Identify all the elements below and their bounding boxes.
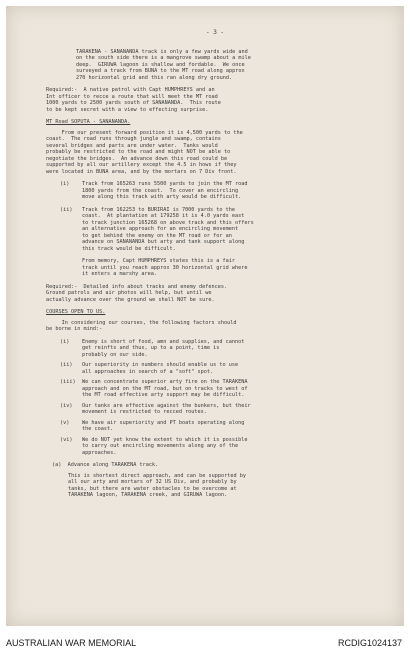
paragraph-tarakena [76, 49, 384, 82]
text-line: to be kept secret with a view to effecting surprise. [46, 106, 209, 113]
text-line: movement is restricted to recced routes. [82, 409, 207, 415]
list-item [60, 420, 384, 433]
list-item [60, 339, 384, 359]
item-number: (vi) [60, 436, 73, 443]
text-line: were located in BUNA area, and by the mortars on 7 Div front. [46, 168, 237, 175]
paragraph-memory [82, 258, 384, 278]
text-line: to track junction 165268 on above track and this offers [82, 219, 254, 226]
text-line: coast. The road runs through jungle and swamp, contains [46, 136, 221, 142]
item-number: (iv) [60, 402, 73, 409]
text-line: several bridges and parts are under water. Tanks would [46, 142, 218, 149]
text-line: supported by all our artillery except the 4.5 in hows if they [46, 162, 237, 168]
text-line: Required:- A native patrol with Capt HUMPHREYS and an [46, 87, 215, 93]
text-line: Our tanks are effective against the bunkers, but their [82, 402, 251, 409]
text-line: Ground patrols and air photos will help, but until we [46, 290, 212, 296]
item-number: (ii) [60, 362, 73, 368]
text-line: the MT road effective arty support may be difficult. [82, 392, 245, 398]
text-line: on the south side there is a mangrove swamp about a mile [76, 55, 251, 61]
text-line: this track would be difficult. [82, 245, 176, 252]
text-line: all approaches in search of a "soft" spot. [82, 368, 214, 375]
text-line: We can concentrate superior arty fire on the TARAKENA [82, 379, 248, 385]
text-line: From our present forward position it is 4,500 yards to the [46, 129, 243, 136]
text-line: tanks, but there are water obstacles to be overcome at [68, 485, 237, 492]
text-line: to get behind the enemy on the MT road or for an [82, 232, 232, 239]
text-line: the coast. [82, 426, 114, 432]
text-line: negotiate the bridges. An advance down this road could be [46, 155, 228, 162]
required-paragraph-2 [46, 284, 384, 304]
text-line: coast. At plantation at 179258 it is 4.0 yards east [82, 213, 245, 219]
text-line: 1800 yards from the coast. To cover an encircling [82, 187, 239, 194]
text-line: 1000 yards to 2500 yards south of SANANANDA. This route [46, 100, 221, 106]
text-line: an alternative approach for an encircling movement [82, 226, 239, 232]
text-line: From memory, Capt HUMPHREYS states this is a fair [82, 258, 236, 264]
text-line: Track from 162253 to BURIRAI is 7000 yards to the [82, 206, 236, 213]
item-number: (i) [60, 338, 70, 345]
list-item [60, 437, 384, 457]
section-heading-courses: COURSES OPEN TO US. [46, 309, 106, 315]
required-paragraph-1 [46, 87, 384, 113]
item-number: (ii) [60, 206, 73, 213]
list-item [60, 403, 384, 416]
archive-footer [0, 632, 410, 654]
document-page [6, 6, 404, 626]
text-line: Int officer to recce a route that will meet the MT road [46, 93, 218, 100]
text-line: surveyed a track from BUNA to the MT road along approx [76, 68, 245, 74]
text-line: be borne in mind:- [46, 326, 103, 332]
text-line: approaches. [82, 449, 117, 456]
text-line: This is shortest direct approach, and can be supported by [68, 472, 247, 479]
text-line: get reinfts and thus, up to a point, time is [82, 345, 220, 351]
text-line: We have air superiority and PT boats operating along [82, 419, 245, 426]
text-line: move along this track with arty would be difficult. [82, 194, 242, 200]
text-line: 270 horizontal grid and this ran along dry ground. [76, 74, 233, 81]
text-line: Enemy is short of food, amn and supplies, and cannot [82, 338, 245, 345]
section-heading-mt-road: MT Road SOPUTA - SANANANDA. [46, 119, 131, 125]
text-line: Our superiority in numbers should enable us to use [82, 362, 239, 368]
text-line: all our arty and mortars of 32 US Div, and probably by [68, 479, 237, 485]
item-number: (iii) [60, 379, 76, 385]
item-number: (v) [60, 419, 70, 426]
paragraph-advance [68, 473, 384, 499]
text-line: deep. GIRUWA lagoon is shallow and fordable. We once [76, 61, 245, 68]
text-line: probably on our side. [82, 351, 148, 358]
text-line: We do NOT yet know the extent to which it is possible [82, 436, 248, 443]
text-line: actually advance over the ground we shall NOT be sure. [46, 296, 215, 303]
item-number: (i) [60, 181, 70, 187]
text-line: In considering our courses, the following factors should [46, 319, 237, 326]
text-line: track until you reach approx 30 horizontal grid where [82, 264, 248, 271]
list-item [60, 207, 384, 253]
text-line: TARAKENA - SANANANDA track is only a few yards wide and [76, 48, 248, 55]
paragraph-forward-position [46, 130, 384, 176]
page-content [46, 30, 384, 499]
subheading-advance: (a) Advance along TARAKENA track. [52, 462, 159, 468]
text-line: Required:- Detailed info about tracks and enemy defences. [46, 283, 228, 290]
text-line: TARAKENA lagoon, TARAKENA creek, and GIRUWA lagoon. [68, 492, 228, 498]
text-line: advance on SANANANDA but arty and tank support along [82, 239, 245, 245]
paragraph-courses-intro [46, 320, 384, 333]
list-item [60, 181, 384, 201]
archive-name: AUSTRALIAN WAR MEMORIAL [6, 638, 137, 648]
record-id: RCDIG1024137 [337, 638, 402, 648]
text-line: Track from 165263 runs 5500 yards to join the MT road [82, 181, 248, 187]
page-number: - 3 - [205, 29, 225, 36]
list-item [60, 362, 384, 375]
list-item [60, 379, 384, 399]
text-line: approach and on the MT road, but on tracks to west of [82, 385, 248, 392]
text-line: it enters a marshy area. [82, 271, 157, 277]
text-line: to carry out encircling movements along any of the [82, 443, 239, 449]
text-line: probably be restricted to the road and might NOT be able to [46, 149, 231, 155]
